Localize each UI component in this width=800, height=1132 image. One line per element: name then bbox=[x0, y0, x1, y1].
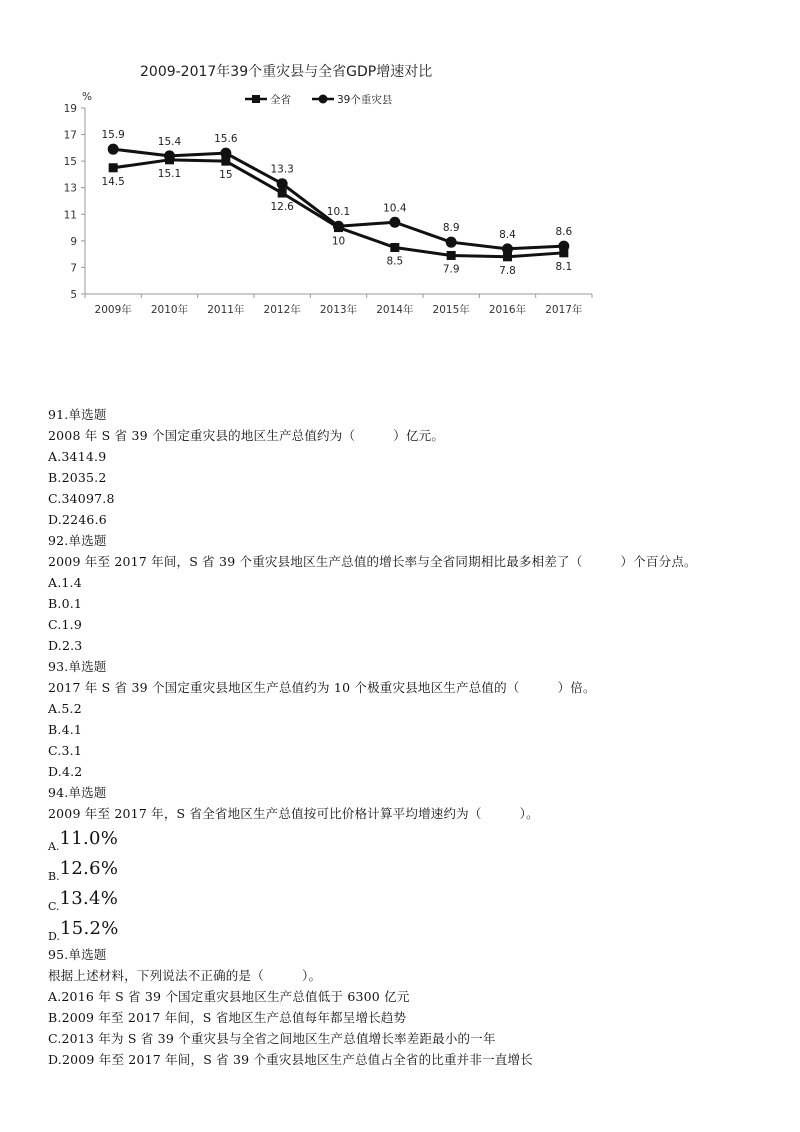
option-text: 2009 年至 2017 年间，S 省地区生产总值每年都呈增长趋势 bbox=[61, 1010, 407, 1025]
option-text: 2016 年 S 省 39 个国定重灾县地区生产总值低于 6300 亿元 bbox=[61, 989, 410, 1004]
option-text: 13.4% bbox=[59, 888, 119, 909]
data-label: 8.9 bbox=[442, 222, 460, 235]
option-text: 3.1 bbox=[61, 743, 82, 758]
option-text: 0.1 bbox=[61, 596, 83, 611]
answer-option[interactable] bbox=[48, 488, 768, 509]
option-letter: A. bbox=[48, 575, 62, 590]
question-stem: 2017 年 S 省 39 个国定重灾县地区生产总值约为 10 个极重灾县地区生产总值的（ ）倍。 bbox=[48, 680, 596, 695]
gdp-growth-line-chart bbox=[40, 50, 620, 330]
data-point-circle bbox=[446, 237, 457, 248]
question-number-label: 93.单选题 bbox=[48, 659, 107, 674]
y-tick-label: 19 bbox=[63, 103, 77, 115]
answer-option[interactable] bbox=[48, 854, 768, 884]
chart-legend bbox=[245, 93, 393, 106]
chart-title: 2009-2017年39个重灾县与全省GDP增速对比 bbox=[140, 64, 433, 80]
answer-option[interactable] bbox=[48, 986, 768, 1007]
option-letter: C. bbox=[48, 900, 60, 913]
option-text: 4.2 bbox=[61, 764, 83, 779]
data-point-square bbox=[109, 163, 118, 172]
answer-option[interactable] bbox=[48, 698, 768, 719]
x-tick-label: 2017年 bbox=[545, 304, 583, 316]
answer-option[interactable] bbox=[48, 884, 768, 914]
question-93 bbox=[48, 656, 768, 782]
y-tick-label: 15 bbox=[63, 156, 77, 169]
legend-marker-circle bbox=[319, 95, 328, 104]
data-label: 15.1 bbox=[157, 167, 182, 180]
legend-marker-square bbox=[252, 95, 260, 103]
data-label: 10.1 bbox=[326, 206, 351, 219]
option-text: 11.0% bbox=[59, 828, 119, 849]
data-point-square bbox=[278, 189, 287, 198]
x-tick-label: 2015年 bbox=[432, 304, 470, 316]
question-number-label: 92.单选题 bbox=[48, 533, 107, 548]
x-tick-label: 2011年 bbox=[207, 304, 245, 316]
answer-option[interactable] bbox=[48, 719, 768, 740]
option-letter: A. bbox=[48, 449, 62, 464]
option-letter: B. bbox=[48, 870, 60, 883]
option-text: 2009 年至 2017 年间，S 省 39 个重灾县地区生产总值占全省的比重并非一直增长 bbox=[61, 1052, 533, 1067]
answer-option[interactable] bbox=[48, 509, 768, 530]
y-tick-label: 17 bbox=[63, 129, 77, 142]
data-label: 12.6 bbox=[270, 201, 294, 214]
answer-option[interactable] bbox=[48, 572, 768, 593]
data-point-square bbox=[447, 251, 456, 260]
data-point-circle bbox=[389, 217, 400, 228]
legend-label: 全省 bbox=[270, 94, 291, 106]
answer-option[interactable] bbox=[48, 614, 768, 635]
data-label: 7.9 bbox=[442, 263, 460, 276]
x-tick-label: 2016年 bbox=[488, 304, 527, 316]
question-number-label: 95.单选题 bbox=[48, 947, 107, 962]
question-stem: 根据上述材料，下列说法不正确的是（ ）。 bbox=[48, 968, 322, 983]
data-label: 10.4 bbox=[383, 202, 407, 215]
question-stem: 2009 年至 2017 年，S 省全省地区生产总值按可比价格计算平均增速约为（ ）。 bbox=[48, 806, 539, 821]
option-text: 1.9 bbox=[61, 617, 82, 632]
option-text: 2013 年为 S 省 39 个重灾县与全省之间地区生产总值增长率差距最小的一年 bbox=[61, 1031, 496, 1046]
question-number-label: 94.单选题 bbox=[48, 785, 107, 800]
y-tick-label: 5 bbox=[70, 289, 77, 301]
legend-label: 39个重灾县 bbox=[337, 94, 393, 106]
answer-option[interactable] bbox=[48, 593, 768, 614]
chart-svg bbox=[40, 50, 620, 330]
option-text: 4.1 bbox=[61, 722, 83, 737]
x-tick-label: 2013年 bbox=[319, 304, 358, 316]
answer-option[interactable] bbox=[48, 1007, 768, 1028]
data-label: 15.4 bbox=[157, 135, 182, 148]
question-95 bbox=[48, 944, 768, 1070]
answer-option[interactable] bbox=[48, 446, 768, 467]
data-point-circle bbox=[277, 178, 288, 189]
answer-option[interactable] bbox=[48, 761, 768, 782]
option-letter: B. bbox=[48, 470, 62, 485]
option-text: 2.3 bbox=[61, 638, 83, 653]
question-stem: 2009 年至 2017 年间，S 省 39 个重灾县地区生产总值的增长率与全省同期相比最多相差了（ ）个百分点。 bbox=[48, 554, 697, 569]
option-letter: A. bbox=[48, 701, 62, 716]
option-letter: A. bbox=[48, 989, 62, 1004]
option-letter: D. bbox=[48, 1052, 62, 1067]
data-point-square bbox=[390, 243, 399, 252]
option-text: 2035.2 bbox=[61, 470, 107, 485]
data-label: 8.4 bbox=[499, 228, 516, 241]
option-text: 1.4 bbox=[61, 575, 82, 590]
data-label: 8.1 bbox=[555, 260, 573, 273]
chart-series bbox=[101, 129, 572, 277]
option-letter: B. bbox=[48, 722, 62, 737]
answer-option[interactable] bbox=[48, 824, 768, 854]
option-text: 15.2% bbox=[59, 918, 119, 939]
data-point-circle bbox=[108, 144, 119, 155]
data-point-circle bbox=[164, 150, 175, 161]
x-tick-label: 2009年 bbox=[94, 304, 132, 316]
data-label: 8.5 bbox=[386, 255, 404, 268]
data-point-circle bbox=[558, 241, 569, 252]
series-line-disaster-counties bbox=[113, 149, 564, 249]
y-tick-label: 11 bbox=[63, 209, 77, 222]
option-text: 12.6% bbox=[59, 858, 119, 879]
question-number-label: 91.单选题 bbox=[48, 407, 107, 422]
option-text: 5.2 bbox=[61, 701, 82, 716]
y-tick-label: 13 bbox=[63, 182, 77, 195]
data-point-circle bbox=[333, 221, 344, 232]
data-label: 8.6 bbox=[555, 226, 573, 239]
answer-option[interactable] bbox=[48, 740, 768, 761]
answer-option[interactable] bbox=[48, 1028, 768, 1049]
y-tick-label: 7 bbox=[70, 262, 77, 275]
question-92 bbox=[48, 530, 768, 656]
question-94 bbox=[48, 782, 768, 944]
question-91 bbox=[48, 404, 768, 530]
x-tick-label: 2014年 bbox=[376, 304, 414, 316]
x-tick-label: 2012年 bbox=[263, 304, 301, 316]
y-tick-label: 9 bbox=[70, 235, 77, 248]
data-label: 7.8 bbox=[499, 264, 516, 277]
option-text: 2246.6 bbox=[61, 512, 107, 527]
data-label: 10 bbox=[331, 235, 346, 248]
option-letter: D. bbox=[48, 512, 62, 527]
option-letter: B. bbox=[48, 596, 62, 611]
data-label: 13.3 bbox=[270, 163, 294, 176]
answer-option[interactable] bbox=[48, 467, 768, 488]
answer-option[interactable] bbox=[48, 635, 768, 656]
question-stem: 2008 年 S 省 39 个国定重灾县的地区生产总值约为（ ）亿元。 bbox=[48, 428, 445, 443]
option-letter: C. bbox=[48, 1031, 62, 1046]
option-letter: B. bbox=[48, 1010, 62, 1025]
data-point-circle bbox=[502, 243, 513, 254]
data-label: 15.6 bbox=[214, 133, 238, 146]
option-letter: D. bbox=[48, 930, 60, 943]
option-letter: D. bbox=[48, 638, 62, 653]
data-label: 14.5 bbox=[101, 175, 125, 188]
option-letter: C. bbox=[48, 491, 62, 506]
data-point-circle bbox=[220, 148, 231, 159]
answer-option[interactable] bbox=[48, 1049, 768, 1070]
data-label: 15.9 bbox=[101, 129, 125, 142]
option-letter: D. bbox=[48, 764, 62, 779]
option-letter: C. bbox=[48, 617, 62, 632]
option-text: 34097.8 bbox=[61, 491, 115, 506]
option-letter: C. bbox=[48, 743, 62, 758]
answer-option[interactable] bbox=[48, 914, 768, 944]
x-tick-label: 2010年 bbox=[150, 304, 189, 316]
chart-axes bbox=[64, 91, 592, 316]
question-list bbox=[48, 404, 768, 1070]
option-text: 3414.9 bbox=[61, 449, 107, 464]
y-unit-label: % bbox=[82, 91, 92, 103]
option-letter: A. bbox=[48, 840, 60, 853]
data-label: 15 bbox=[219, 169, 233, 182]
